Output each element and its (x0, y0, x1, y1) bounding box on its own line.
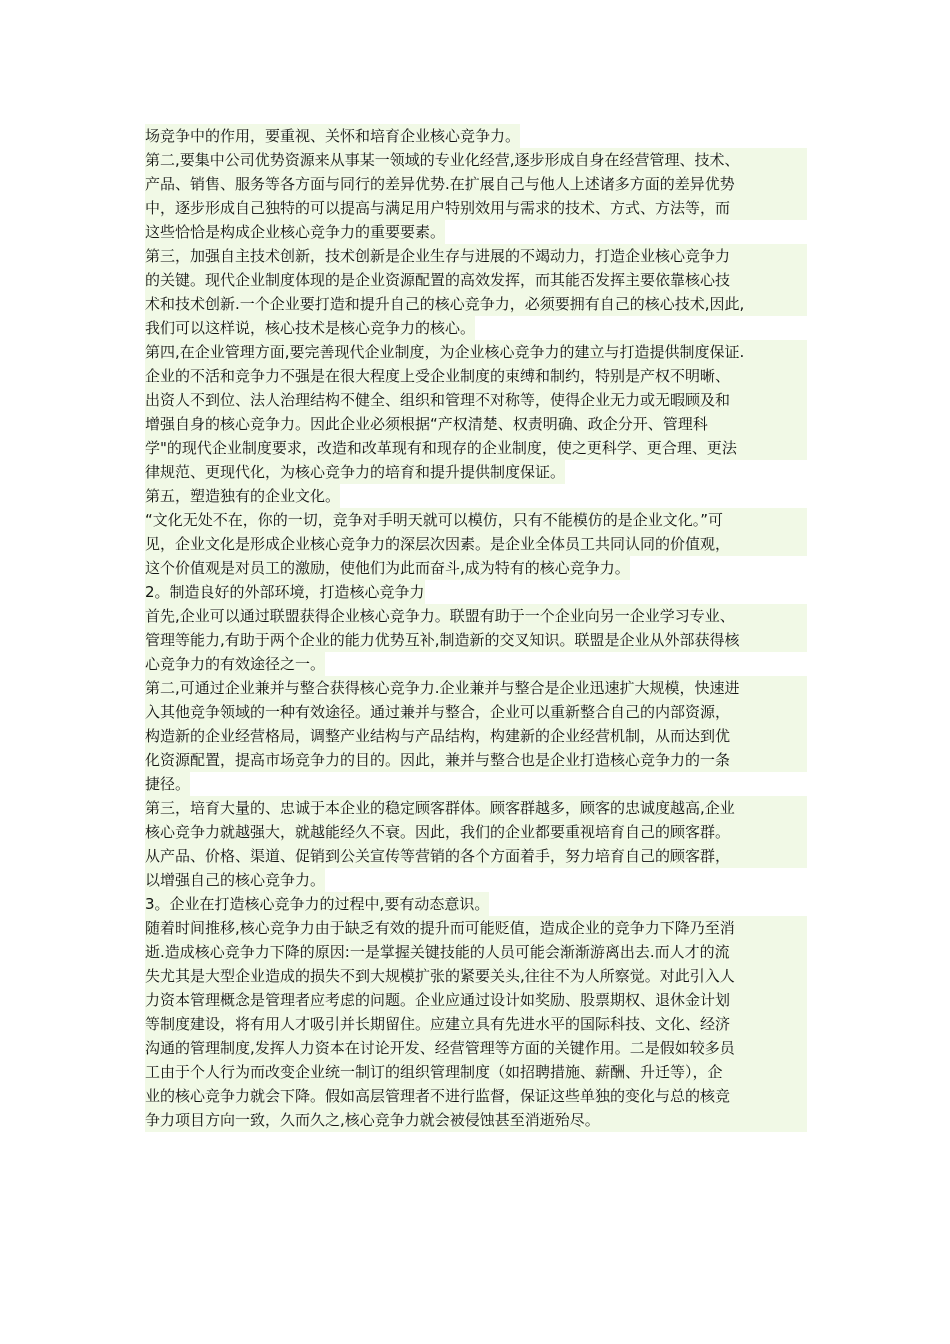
text-line: 术和技术创新.一个企业要打造和提升自己的核心竞争力，必须要拥有自己的核心技术,因此, (145, 292, 807, 316)
text-line: 中，逐步形成自己独特的可以提高与满足用户特别效用与需求的技术、方式、方法等，而 (145, 196, 807, 220)
text-line: 这些恰恰是构成企业核心竞争力的重要要素。 (145, 220, 445, 244)
text-line: 构造新的企业经营格局，调整产业结构与产品结构，构建新的企业经营机制，从而达到优 (145, 724, 807, 748)
text-line: 等制度建设，将有用人才吸引并长期留住。应建立具有先进水平的国际科技、文化、经济 (145, 1012, 807, 1036)
section-heading: 3。企业在打造核心竞争力的过程中,要有动态意识。 (145, 892, 489, 916)
document-body (145, 124, 807, 1132)
text-line: 捷径。 (145, 772, 190, 796)
text-line: 第三，培育大量的、忠诚于本企业的稳定顾客群体。顾客群越多，顾客的忠诚度越高,企业 (145, 796, 807, 820)
text-line: 学"的现代企业制度要求，改造和改革现有和现存的企业制度，使之更科学、更合理、更法 (145, 436, 807, 460)
text-line: 逝.造成核心竞争力下降的原因:一是掌握关键技能的人员可能会渐渐游离出去.而人才的流 (145, 940, 807, 964)
text-line: 第三，加强自主技术创新，技术创新是企业生存与进展的不竭动力，打造企业核心竞争力 (145, 244, 807, 268)
text-line: 化资源配置，提高市场竞争力的目的。因此，兼并与整合也是企业打造核心竞争力的一条 (145, 748, 807, 772)
text-line: 失尤其是大型企业造成的损失不到大规模扩张的紧要关头,往往不为人所察觉。对此引入人 (145, 964, 807, 988)
text-line: 工由于个人行为而改变企业统一制订的组织管理制度（如招聘措施、薪酬、升迁等），企 (145, 1060, 807, 1084)
text-line: 第四,在企业管理方面,要完善现代企业制度，为企业核心竞争力的建立与打造提供制度保证. (145, 340, 807, 364)
text-line: 第二,可通过企业兼并与整合获得核心竞争力.企业兼并与整合是企业迅速扩大规模，快速进 (145, 676, 807, 700)
section-heading: 2。制造良好的外部环境，打造核心竞争力 (145, 580, 425, 604)
text-line: 管理等能力,有助于两个企业的能力优势互补,制造新的交叉知识。联盟是企业从外部获得核 (145, 628, 807, 652)
text-line: 增强自身的核心竞争力。因此企业必须根据“产权清楚、权责明确、政企分开、管理科 (145, 412, 807, 436)
text-line: 企业的不活和竞争力不强是在很大程度上受企业制度的束缚和制约，特别是产权不明晰、 (145, 364, 807, 388)
text-line: 我们可以这样说，核心技术是核心竞争力的核心。 (145, 316, 475, 340)
text-line: 随着时间推移,核心竞争力由于缺乏有效的提升而可能贬值，造成企业的竞争力下降乃至消 (145, 916, 807, 940)
text-line: 的关键。现代企业制度体现的是企业资源配置的高效发挥，而其能否发挥主要依靠核心技 (145, 268, 807, 292)
text-line: 争力项目方向一致，久而久之,核心竞争力就会被侵蚀甚至消逝殆尽。 (145, 1108, 807, 1132)
text-line: 产品、销售、服务等各方面与同行的差异优势.在扩展自己与他人上述诸多方面的差异优势 (145, 172, 807, 196)
text-line: 这个价值观是对员工的激励，使他们为此而奋斗,成为特有的核心竞争力。 (145, 556, 630, 580)
text-line: 首先,企业可以通过联盟获得企业核心竞争力。联盟有助于一个企业向另一企业学习专业、 (145, 604, 807, 628)
text-line: 力资本管理概念是管理者应考虑的问题。企业应通过设计如奖励、股票期权、退休金计划 (145, 988, 807, 1012)
text-line: 以增强自己的核心竞争力。 (145, 868, 325, 892)
text-line: 场竞争中的作用，要重视、关怀和培育企业核心竞争力。 (145, 124, 520, 148)
text-line: “文化无处不在，你的一切，竞争对手明天就可以模仿，只有不能模仿的是企业文化。”可 (145, 508, 807, 532)
text-line: 见，企业文化是形成企业核心竞争力的深层次因素。是企业全体员工共同认同的价值观， (145, 532, 807, 556)
text-line: 从产品、价格、渠道、促销到公关宣传等营销的各个方面着手，努力培育自己的顾客群， (145, 844, 807, 868)
text-line: 律规范、更现代化，为核心竞争力的培育和提升提供制度保证。 (145, 460, 565, 484)
text-line: 入其他竞争领域的一种有效途径。通过兼并与整合，企业可以重新整合自己的内部资源， (145, 700, 807, 724)
text-line: 沟通的管理制度,发挥人力资本在讨论开发、经营管理等方面的关键作用。二是假如较多员 (145, 1036, 807, 1060)
text-line: 第五，塑造独有的企业文化。 (145, 484, 340, 508)
text-line: 出资人不到位、法人治理结构不健全、组织和管理不对称等，使得企业无力或无暇顾及和 (145, 388, 807, 412)
text-line: 业的核心竞争力就会下降。假如高层管理者不进行监督，保证这些单独的变化与总的核竞 (145, 1084, 807, 1108)
text-line: 核心竞争力就越强大，就越能经久不衰。因此，我们的企业都要重视培育自己的顾客群。 (145, 820, 807, 844)
text-line: 心竞争力的有效途径之一。 (145, 652, 325, 676)
text-line: 第二,要集中公司优势资源来从事某一领域的专业化经营,逐步形成自身在经营管理、技术、 (145, 148, 807, 172)
